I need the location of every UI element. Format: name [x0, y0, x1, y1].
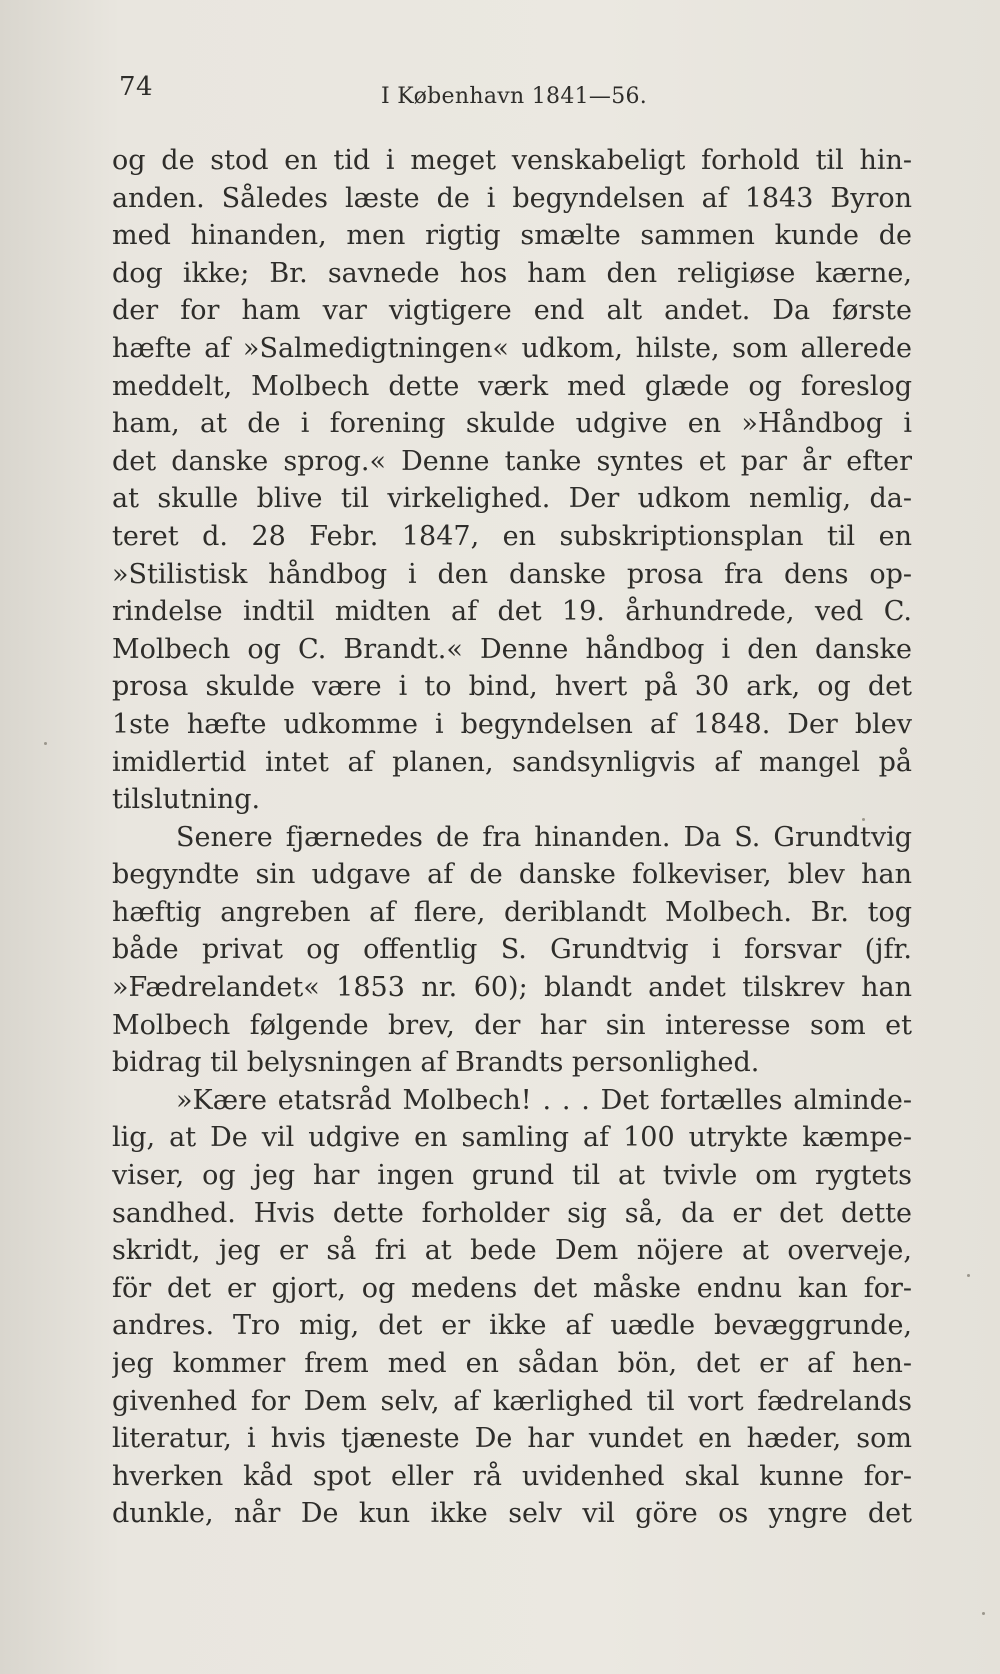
body-text: [112, 142, 912, 1533]
running-title: I København 1841—56.: [381, 84, 648, 109]
text-line: skridt, jeg er så fri at bede Dem nöjere at overveje,: [112, 1235, 912, 1267]
text-line: at skulle blive til virkelighed. Der udkom nemlig, da-: [112, 483, 912, 515]
text-line: för det er gjort, og medens det måske endnu kan for-: [112, 1272, 912, 1304]
text-line: begyndte sin udgave af de danske folkeviser, blev han: [112, 859, 912, 891]
paper-speck: [44, 742, 47, 745]
page-number: 74: [119, 72, 154, 102]
text-line: sandhed. Hvis dette forholder sig så, da er det dette: [112, 1197, 912, 1229]
text-line: både privat og offentlig S. Grundtvig i forsvar (jfr.: [112, 934, 912, 966]
paper-speck: [982, 1612, 985, 1615]
text-line: 1ste hæfte udkomme i begyndelsen af 1848. Der blev: [112, 708, 912, 740]
text-line: givenhed for Dem selv, af kærlighed til vort fædrelands: [112, 1385, 912, 1417]
text-line: dunkle, når De kun ikke selv vil göre os yngre det: [112, 1498, 912, 1530]
text-line: viser, og jeg har ingen grund til at tvivle om rygtets: [112, 1160, 912, 1192]
paper-speck: [967, 1274, 970, 1277]
text-line: ham, at de i forening skulde udgive en »Håndbog i: [112, 408, 912, 440]
text-line: der for ham var vigtigere end alt andet. Da første: [112, 295, 912, 327]
text-line: anden. Således læste de i begyndelsen af 1843 Byron: [112, 182, 912, 214]
paragraph-start-line: Senere fjærnedes de fra hinanden. Da S. Grundtvig: [176, 821, 912, 853]
running-head: [0, 72, 1000, 112]
text-line: jeg kommer frem med en sådan bön, det er af hen-: [112, 1348, 912, 1379]
text-line: Molbech og C. Brandt.« Denne håndbog i den danske: [112, 633, 912, 665]
text-line: hæftig angreben af flere, deriblandt Molbech. Br. tog: [112, 896, 912, 928]
text-line: rindelse indtil midten af det 19. århundrede, ved C.: [112, 596, 912, 628]
text-line: med hinanden, men rigtig smælte sammen kunde de: [112, 220, 912, 252]
text-line: »Fædrelandet« 1853 nr. 60); blandt andet tilskrev han: [112, 972, 912, 1004]
text-line: hæfte af »Salmedigtningen« udkom, hilste, som allerede: [112, 332, 912, 364]
text-line: og de stod en tid i meget venskabeligt forhold til hin-: [112, 145, 912, 176]
paragraph-end-line: tilslutning.: [112, 784, 261, 816]
text-line: dog ikke; Br. savnede hos ham den religiøse kærne,: [112, 257, 912, 289]
paragraph-end-line: bidrag til belysningen af Brandts personlighed.: [112, 1047, 760, 1079]
text-line: literatur, i hvis tjæneste De har vundet en hæder, som: [112, 1423, 912, 1455]
text-line: meddelt, Molbech dette værk med glæde og foreslog: [112, 370, 912, 402]
text-line: andres. Tro mig, det er ikke af uædle bevæggrunde,: [112, 1310, 912, 1342]
text-line: lig, at De vil udgive en samling af 100 utrykte kæmpe-: [112, 1122, 912, 1154]
paragraph-start-line: »Kære etatsråd Molbech! . . . Det fortælles alminde-: [176, 1084, 912, 1116]
paper-speck: [862, 818, 865, 821]
text-line: Molbech følgende brev, der har sin interesse som et: [112, 1009, 912, 1041]
text-line: det danske sprog.« Denne tanke syntes et par år efter: [112, 445, 912, 477]
text-line: hverken kåd spot eller rå uvidenhed skal kunne for-: [112, 1460, 912, 1492]
text-line: prosa skulde være i to bind, hvert på 30 ark, og det: [112, 671, 912, 703]
text-line: imidlertid intet af planen, sandsynligvis af mangel på: [112, 746, 912, 778]
text-line: teret d. 28 Febr. 1847, en subskriptionsplan til en: [112, 520, 912, 552]
text-line: »Stilistisk håndbog i den danske prosa fra dens op-: [112, 558, 912, 590]
